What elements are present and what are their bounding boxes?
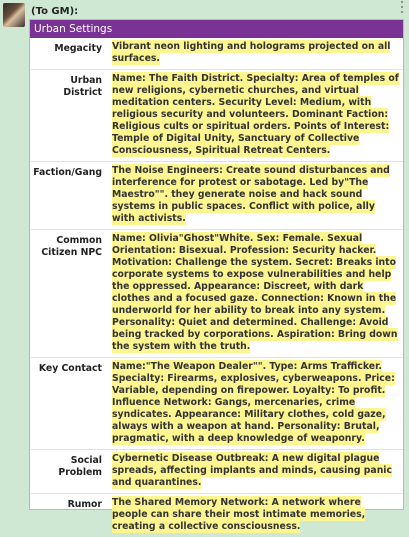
row-label: Social Problem (30, 450, 110, 494)
row-value (110, 162, 403, 230)
table-row (30, 162, 403, 230)
row-value (110, 70, 403, 162)
table-row (30, 358, 403, 450)
row-label: Megacity (30, 38, 110, 70)
table-row (30, 230, 403, 358)
row-value-text: Name: Olivia"Ghost"White. Sex: Female. Sexual Orientation: Bisexual. Profession: Security hacker. Motivation: Challenge the system. Secret: Breaks into corporate systems to expose vulnerabilities and help the oppressed. Appearance: Discreet, with dark clothes and a focused gaze. Connection: Known in the underworld for her ability to break into any system. Personality: Quiet and determined. Challenge: Avoid being tracked by corporations. Aspiration: Bring down the system with the truth. (112, 232, 398, 353)
row-value (110, 230, 403, 358)
sender-name: (To GM): (31, 6, 78, 17)
table-row (30, 450, 403, 494)
row-value-text: The Shared Memory Network: A network where people can share their most intimate memories, creating a collective consciousness. (112, 496, 365, 533)
urban-settings-card (29, 19, 404, 510)
settings-table (30, 38, 403, 537)
row-label: Rumor (30, 494, 110, 537)
row-value (110, 358, 403, 450)
row-label: Faction/Gang (30, 162, 110, 230)
card-title: Urban Settings (30, 20, 403, 38)
row-value-text: Vibrant neon lighting and holograms projected on all surfaces. (112, 40, 390, 65)
table-row (30, 494, 403, 537)
row-label: Urban District (30, 70, 110, 162)
row-value-text: Cybernetic Disease Outbreak: A new digital plague spreads, affecting implants and minds, causing panic and quarantines. (112, 452, 392, 489)
table-row (30, 38, 403, 70)
table-row (30, 70, 403, 162)
row-value (110, 450, 403, 494)
row-value-text: Name: The Faith District. Specialty: Area of temples of new religions, cybernetic churches, and virtual meditation centers. Security Level: Medium, with religious security and volunteers. Dominant Faction: Religious cults or spiritual orders. Points of Interest: Temple of Digital Unity, Sanctuary of Collective Consciousness, Spiritual Retreat Centers. (112, 72, 399, 157)
more-options-icon[interactable] (399, 0, 405, 14)
row-value (110, 494, 403, 537)
avatar[interactable] (3, 3, 25, 27)
row-label: Key Contact (30, 358, 110, 450)
row-label: Common Citizen NPC (30, 230, 110, 358)
row-value-text: Name:"The Weapon Dealer"". Type: Arms Trafficker. Specialty: Firearms, explosives, cyberweapons. Price: Variable, depending on firepower. Loyalty: To profit. Influence Network: Gangs, mercenaries, crime syndicates. Appearance: Military clothes, cold gaze, always with a weapon at hand. Personality: Brutal, pragmatic, with a deep knowledge of weaponry. (112, 360, 395, 445)
row-value-text: The Noise Engineers: Create sound disturbances and interference for protest or sabotage. Led by"The Maestro"". they generate noise and hack sound systems in public spaces. Conflict with police, ally with activists. (112, 164, 390, 225)
row-value (110, 38, 403, 70)
